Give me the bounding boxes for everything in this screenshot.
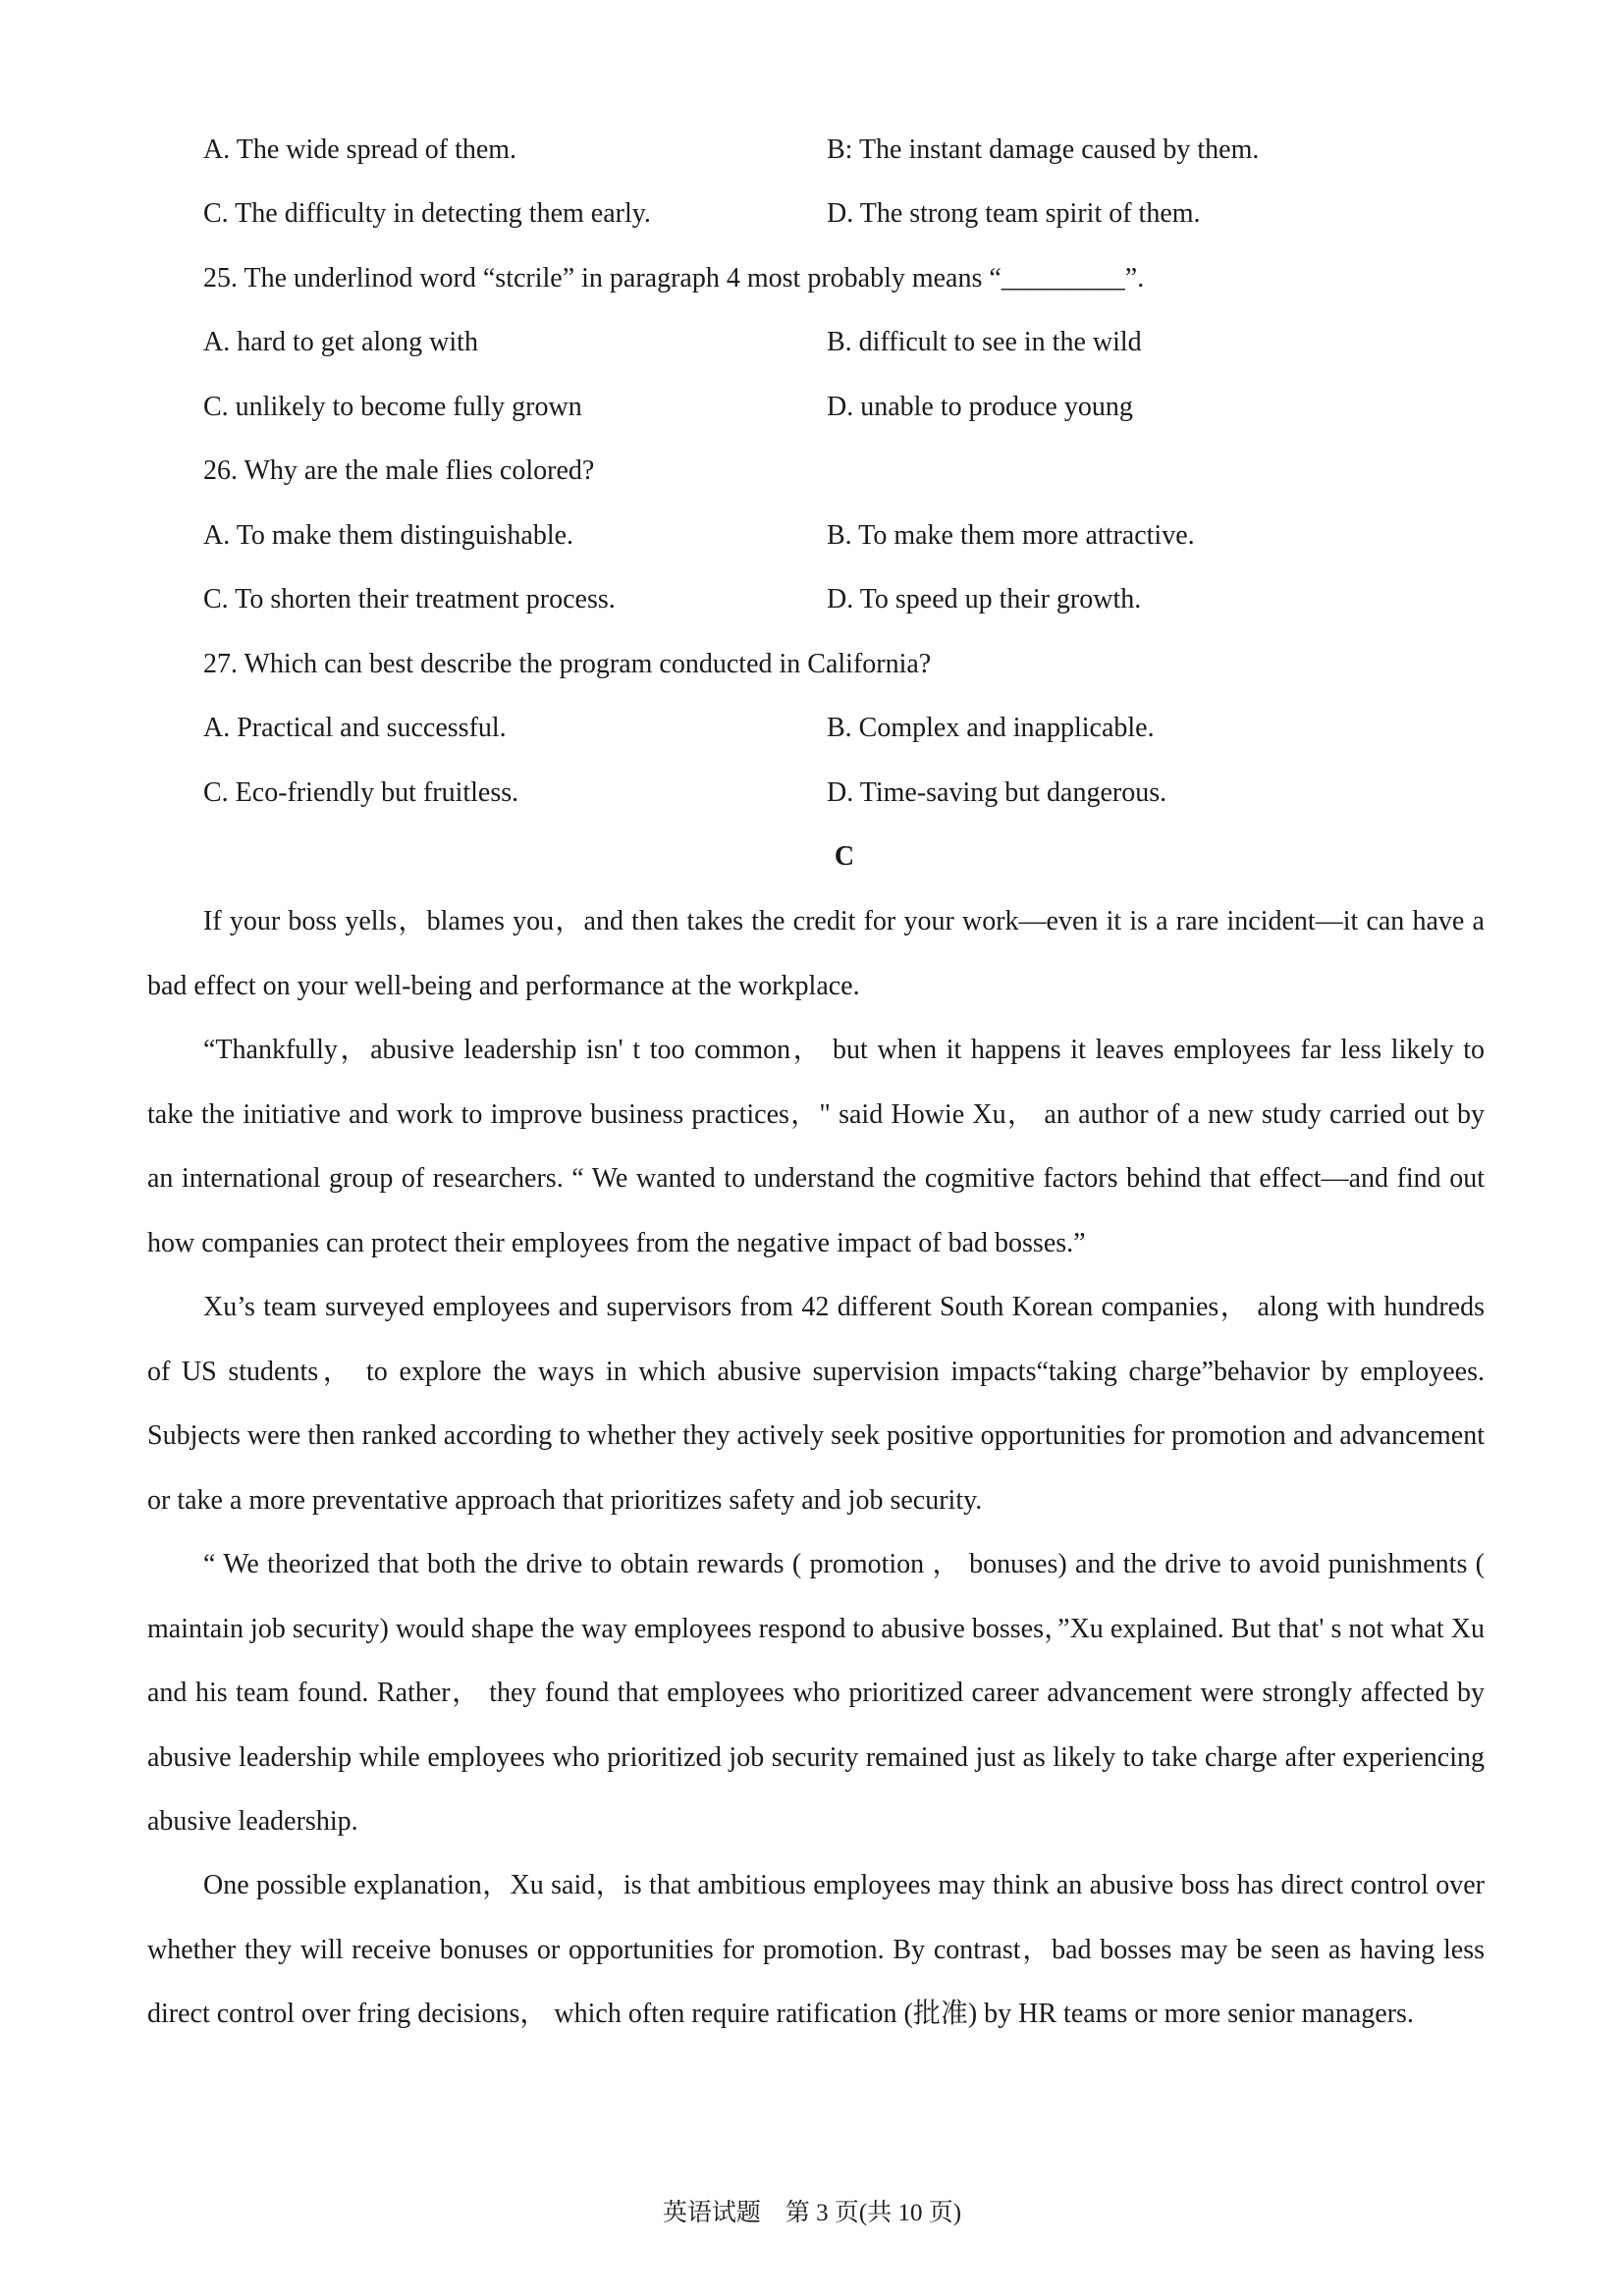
q27-option-a: A. Practical and successful. (203, 713, 507, 743)
q25-option-c: C. unlikely to become fully grown (203, 392, 582, 422)
q24-option-b: B: The instant damage caused by them. (827, 134, 1260, 165)
passage-paragraph-4: “ We theorized that both the drive to obtain rewards ( promotion ， bonuses) and the drive to avoid punishments ( maintain job security) would shape the way employees respond to abusive bosses，”Xu explained. But that' s not what Xu and his team found. Rather， they found that employees who prioritized career advancement were strongly affected by abusive leadership while employees who prioritized job security remained just as likely to take charge after experiencing abusive leadership. (147, 1549, 1485, 1837)
q24-option-a: A. The wide spread of them. (203, 134, 517, 165)
q25-stem: 25. The underlinod word “stcrile” in paragraph 4 most probably means “_________”. (203, 263, 1145, 294)
section-heading: C (834, 841, 855, 872)
q27-option-d: D. Time-saving but dangerous. (827, 777, 1167, 808)
q26-stem: 26. Why are the male flies colored? (203, 455, 595, 486)
q25-option-d: D. unable to produce young (827, 392, 1133, 422)
passage-paragraph-3: Xu’s team surveyed employees and supervisors from 42 different South Korean companies， along with hundreds of US students， to explore the ways in which abusive supervision impacts“taking charge”behavior by employees. Subjects were then ranked according to whether they actively seek positive opportunities for promotion and advancement or take a more preventative approach that prioritizes safety and job security. (147, 1292, 1485, 1516)
q24-option-c: C. The difficulty in detecting them early. (203, 198, 651, 229)
q26-option-c: C. To shorten their treatment process. (203, 584, 616, 614)
q27-option-b: B. Complex and inapplicable. (827, 713, 1155, 743)
page-footer: 英语试题 第 3 页(共 10 页) (662, 2200, 962, 2226)
q26-option-b: B. To make them more attractive. (827, 520, 1195, 551)
passage-paragraph-5: One possible explanation，Xu said，is that ambitious employees may think an abusive boss has direct control over whether they will receive bonuses or opportunities for promotion. By contrast，bad bosses may be seen as having less direct control over fring decisions， which often require ratification (批准) by HR teams or more senior managers. (147, 1870, 1485, 2029)
q25-option-b: B. difficult to see in the wild (827, 327, 1142, 357)
q25-option-a: A. hard to get along with (203, 327, 478, 357)
q24-option-d: D. The strong team spirit of them. (827, 198, 1201, 229)
q27-option-c: C. Eco-friendly but fruitless. (203, 777, 519, 808)
q26-option-a: A. To make them distinguishable. (203, 520, 574, 551)
q27-stem: 27. Which can best describe the program conducted in California? (203, 649, 932, 679)
q26-option-d: D. To speed up their growth. (827, 584, 1142, 614)
passage-paragraph-2: “Thankfully，abusive leadership isn' t too common， but when it happens it leaves employees far less likely to take the initiative and work to improve business practices，" said Howie Xu， an author of a new study carried out by an international group of researchers. “ We wanted to understand the cogmitive factors behind that effect—and find out how companies can protect their employees from the negative impact of bad bosses.” (147, 1035, 1485, 1258)
passage-paragraph-1: If your boss yells，blames you，and then takes the credit for your work—even it is a rare incident—it can have a bad effect on your well-being and performance at the workplace. (147, 906, 1485, 1001)
